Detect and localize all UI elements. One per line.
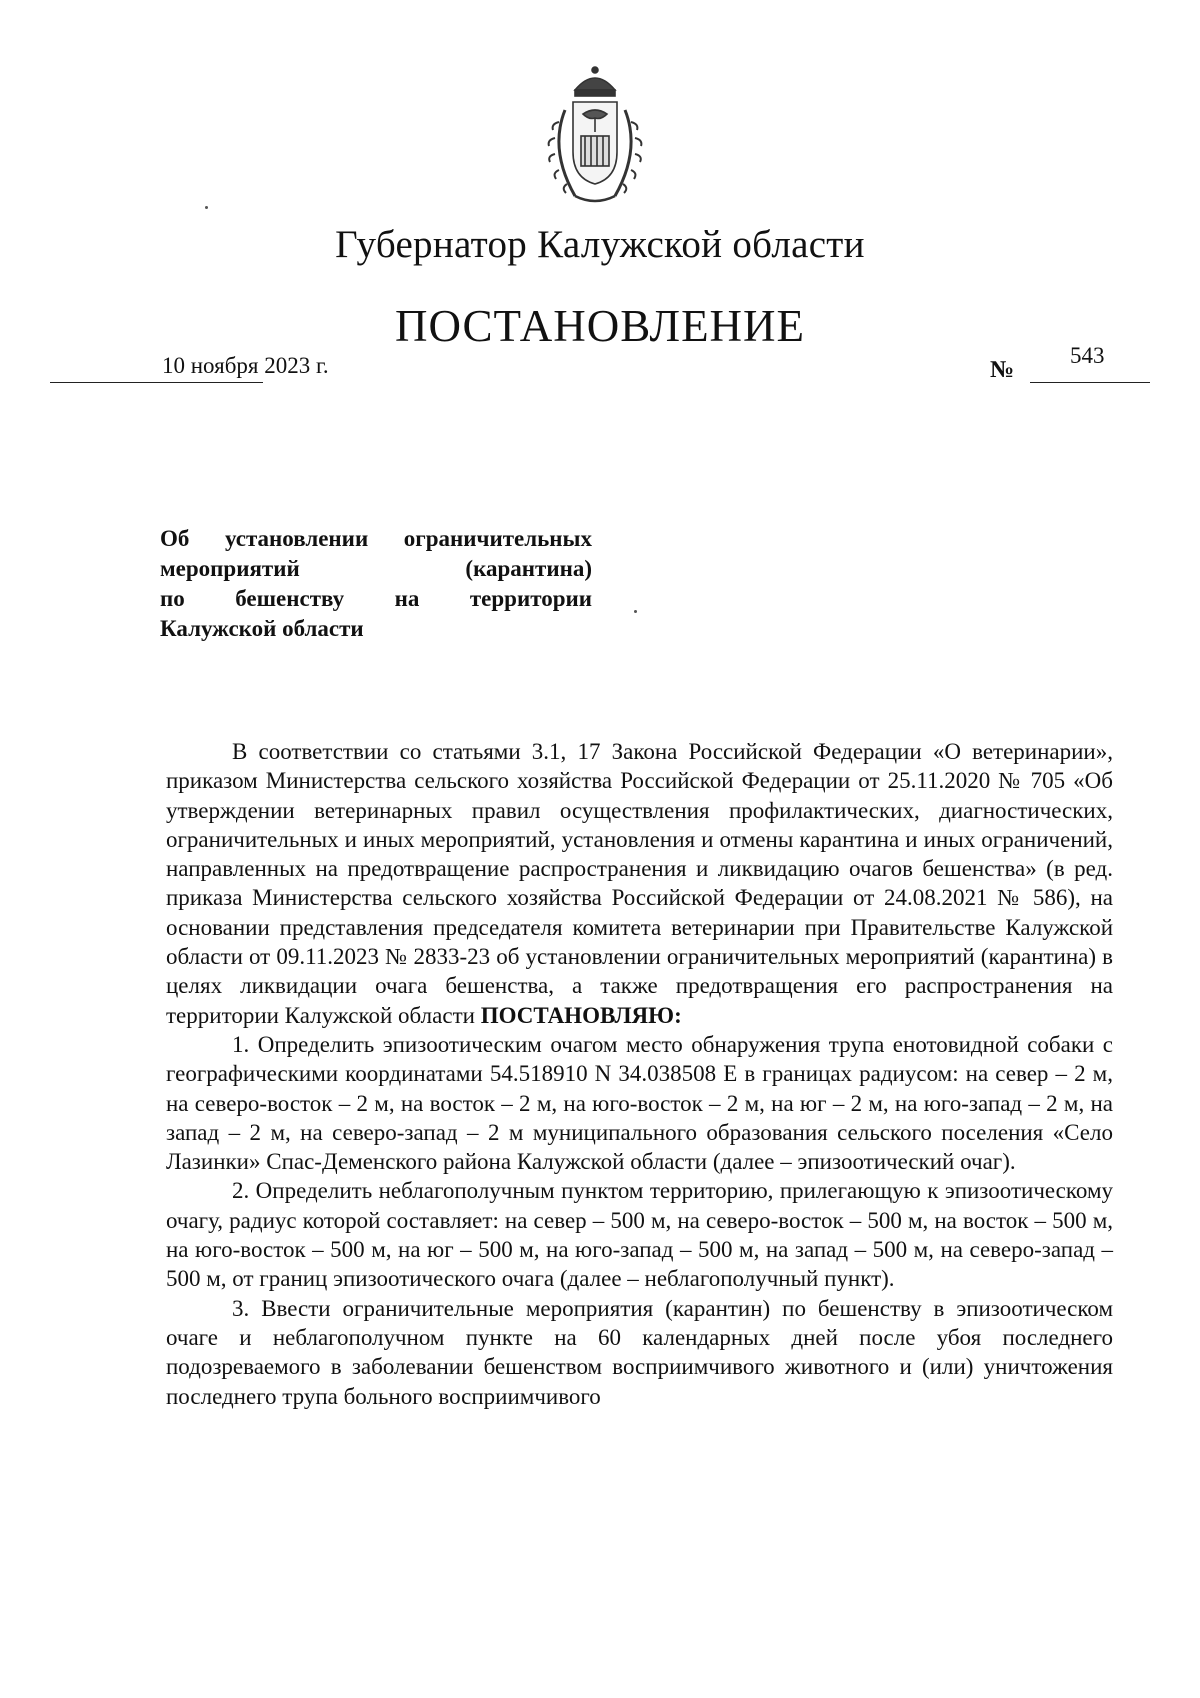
- title-line: Калужской области: [160, 616, 364, 641]
- date-underline: [50, 382, 263, 383]
- issuing-authority: Губернатор Калужской области: [335, 223, 865, 266]
- item-paragraph: 3. Ввести ограничительные мероприятия (карантин) по бешенству в эпизоотическом очаге и неблагополучном пункте на 60 календарных дней после убоя последнего подозреваемого в заболевании бешенством восприимчивого животного и (или) уничтожения последнего трупа больного восприимчивого: [166, 1295, 1113, 1409]
- title-line: Об установлении ограничительных: [160, 526, 592, 551]
- title-line: по бешенству на территории: [160, 586, 592, 611]
- item-paragraph: 2. Определить неблагополучным пунктом территорию, прилегающую к эпизоотическому очагу, радиус которой составляет: на север – 500 м, на северо-восток – 500 м, на восток – 500 м, на юго-восток – 500 м, на юг – 500 м, на юго-запад – 500 м, на запад – 500 м, на северо-запад – 500 м, от границ эпизоотического очага (далее – неблагополучный пункт).: [166, 1178, 1113, 1292]
- title-line: мероприятий (карантина): [160, 556, 592, 581]
- resolve-keyword: ПОСТАНОВЛЯЮ:: [480, 1002, 682, 1028]
- preamble-paragraph: [166, 737, 1113, 1030]
- document-date: 10 ноября 2023 г.: [162, 353, 329, 378]
- coat-of-arms-emblem: [535, 60, 655, 210]
- document-number: 543: [1070, 343, 1105, 368]
- document-title: [160, 524, 592, 644]
- document-body: [166, 737, 1113, 1411]
- scan-artifact: [205, 206, 208, 209]
- preamble-text: В соответствии со статьями 3.1, 17 Закона Российской Федерации «О ветеринарии», приказом Министерства сельского хозяйства Российской Федерации от 25.11.2020 № 705 «Об утверждении ветеринарных правил осуществления профилактических, диагностических, ограничительных и иных мероприятий, установления и отмены карантина и иных ограничений, направленных на предотвращение распространения и ликвидацию очагов бешенства» (в ред. приказа Министерства сельского хозяйства Российской Федерации от 24.08.2021 № 586), на основании представления председателя комитета ветеринарии при Правительстве Калужской области от 09.11.2023 № 2833-23 об установлении ограничительных мероприятий (карантина) в целях ликвидации очага бешенства, а также предотвращения его распространения на территории Калужской области: [166, 739, 1113, 1028]
- number-sign: №: [990, 357, 1015, 383]
- number-underline: [1030, 382, 1150, 383]
- document-type: ПОСТАНОВЛЕНИЕ: [394, 301, 806, 351]
- item-paragraph: 1. Определить эпизоотическим очагом место обнаружения трупа енотовидной собаки с географическими координатами 54.518910 N 34.038508 E в границах радиусом: на север – 2 м, на северо-восток – 2 м, на восток – 2 м, на юго-восток – 2 м, на юг – 2 м, на юго-запад – 2 м, на запад – 2 м, на северо-запад – 2 м муниципального образования сельского поселения «Село Лазинки» Спас-Деменского района Калужской области (далее – эпизоотический очаг).: [166, 1031, 1113, 1175]
- scan-artifact: [634, 610, 637, 613]
